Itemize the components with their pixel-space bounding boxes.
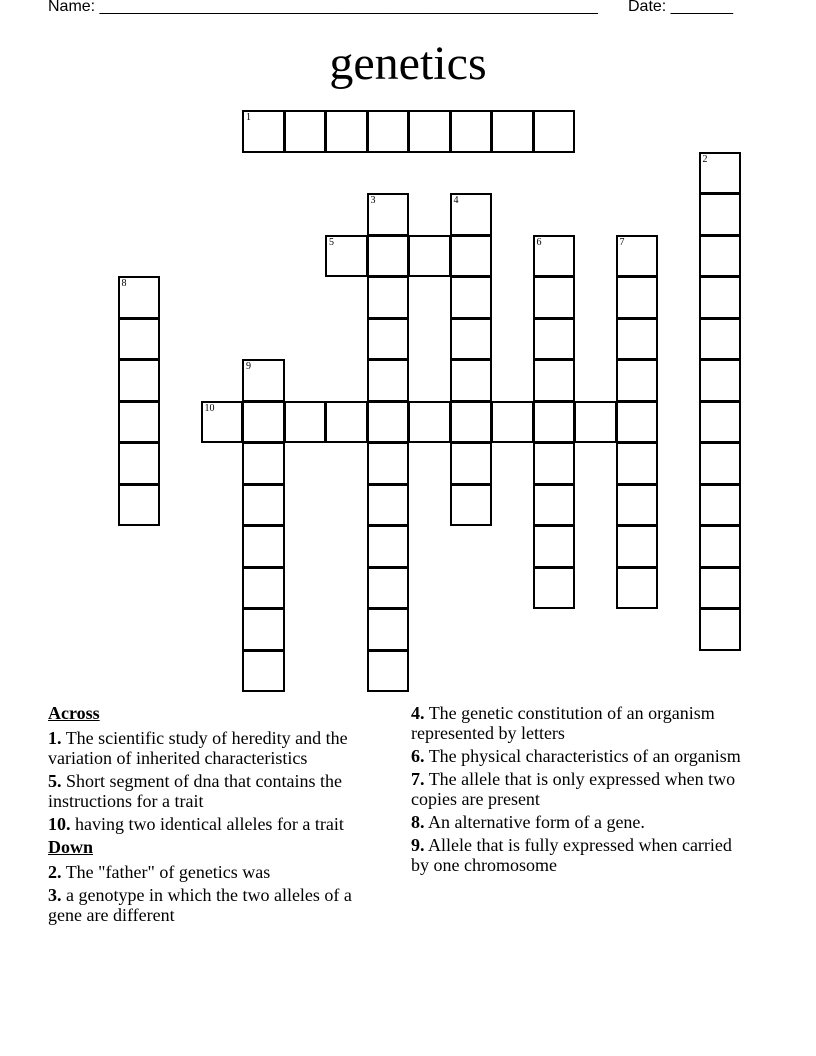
- grid-cell[interactable]: [242, 484, 285, 527]
- grid-cell[interactable]: [242, 359, 285, 402]
- clue-number: 9.: [411, 835, 425, 855]
- grid-cell[interactable]: [616, 235, 659, 278]
- grid-cell[interactable]: [367, 442, 410, 485]
- clue-number: 6.: [411, 746, 425, 766]
- grid-cell[interactable]: [699, 608, 742, 651]
- clue-text: Short segment of dna that contains the instructions for a trait: [48, 771, 342, 811]
- grid-cell[interactable]: [450, 359, 493, 402]
- across-heading: Across: [48, 703, 100, 723]
- grid-cell[interactable]: [325, 110, 368, 153]
- clue-number: 7.: [411, 769, 425, 789]
- grid-cell[interactable]: [450, 276, 493, 319]
- grid-cell[interactable]: [118, 484, 161, 527]
- grid-cell[interactable]: [367, 318, 410, 361]
- grid-cell[interactable]: [574, 401, 617, 444]
- grid-cell[interactable]: [533, 401, 576, 444]
- clue-number-label: 8: [121, 278, 127, 289]
- clue-down-7: [411, 769, 741, 809]
- grid-cell[interactable]: [491, 110, 534, 153]
- grid-cell[interactable]: [533, 567, 576, 610]
- clue-number: 5.: [48, 771, 62, 791]
- grid-cell[interactable]: [367, 401, 410, 444]
- grid-cell[interactable]: [367, 359, 410, 402]
- clue-number-label: 1: [246, 112, 251, 123]
- grid-cell[interactable]: [284, 401, 327, 444]
- clue-number-label: 5: [329, 236, 334, 248]
- grid-cell[interactable]: [699, 567, 742, 610]
- clue-text: Allele that is fully expressed when carried by one chromosome: [411, 835, 732, 875]
- grid-cell[interactable]: [533, 235, 576, 278]
- grid-cell[interactable]: [533, 359, 576, 402]
- grid-cell[interactable]: [242, 401, 285, 444]
- grid-cell[interactable]: [118, 442, 161, 485]
- clue-number-label: 3: [370, 195, 376, 206]
- grid-cell[interactable]: [118, 401, 161, 444]
- grid-cell[interactable]: [699, 318, 742, 361]
- clue-across-1: [48, 728, 388, 768]
- clue-number-label: 4: [453, 195, 459, 206]
- clue-down-6: [411, 746, 741, 766]
- grid-cell[interactable]: [699, 276, 742, 319]
- grid-cell[interactable]: [242, 567, 285, 610]
- clues-left-column: [48, 703, 388, 928]
- grid-cell[interactable]: [284, 110, 327, 153]
- grid-cell[interactable]: [367, 110, 410, 153]
- clue-down-8: [411, 812, 741, 832]
- grid-cell[interactable]: [450, 235, 493, 278]
- grid-cell[interactable]: [533, 110, 576, 153]
- clues-right-column: [411, 703, 741, 878]
- grid-cell[interactable]: [616, 359, 659, 402]
- clue-down-4: [411, 703, 741, 743]
- clue-number-label: 6: [536, 236, 542, 248]
- date-field-label: Date: _______: [628, 0, 733, 15]
- clue-text: The scientific study of heredity and the variation of inherited characteristics: [48, 728, 348, 768]
- clue-text: a genotype in which the two alleles of a gene are different: [48, 885, 352, 925]
- clue-number-label: 7: [619, 236, 625, 248]
- clue-down-2: [48, 862, 388, 882]
- grid-cell[interactable]: [242, 650, 285, 693]
- grid-cell[interactable]: [616, 401, 659, 444]
- grid-cell[interactable]: [408, 235, 451, 278]
- grid-cell[interactable]: [450, 401, 493, 444]
- grid-cell[interactable]: [367, 608, 410, 651]
- grid-cell[interactable]: [325, 401, 368, 444]
- grid-cell[interactable]: [699, 442, 742, 485]
- clue-number: 3.: [48, 885, 62, 905]
- clue-across-10: [48, 814, 388, 834]
- grid-cell[interactable]: [201, 401, 244, 444]
- grid-cell[interactable]: [118, 276, 161, 319]
- clue-down-9: [411, 835, 741, 875]
- grid-cell[interactable]: [699, 359, 742, 402]
- grid-cell[interactable]: [367, 235, 410, 278]
- clue-text: The genetic constitution of an organism represented by letters: [411, 703, 715, 743]
- clue-number-label: 10: [204, 402, 215, 414]
- grid-cell[interactable]: [367, 525, 410, 568]
- grid-cell[interactable]: [699, 193, 742, 236]
- grid-cell[interactable]: [118, 318, 161, 361]
- grid-cell[interactable]: [325, 235, 368, 278]
- grid-cell[interactable]: [533, 276, 576, 319]
- grid-cell[interactable]: [450, 484, 493, 527]
- grid-cell[interactable]: [616, 276, 659, 319]
- grid-cell[interactable]: [699, 484, 742, 527]
- grid-cell[interactable]: [242, 525, 285, 568]
- grid-cell[interactable]: [533, 318, 576, 361]
- grid-cell[interactable]: [242, 608, 285, 651]
- grid-cell[interactable]: [491, 401, 534, 444]
- grid-cell[interactable]: [367, 193, 410, 236]
- grid-cell[interactable]: [616, 442, 659, 485]
- grid-cell[interactable]: [699, 235, 742, 278]
- grid-cell[interactable]: [118, 359, 161, 402]
- grid-cell[interactable]: [616, 567, 659, 610]
- clue-text: The "father" of genetics was: [65, 862, 271, 882]
- clue-number: 1.: [48, 728, 62, 748]
- clue-number-label: 9: [246, 361, 251, 372]
- grid-cell[interactable]: [242, 110, 285, 153]
- clue-number: 2.: [48, 862, 62, 882]
- grid-cell[interactable]: [616, 525, 659, 568]
- grid-cell[interactable]: [408, 401, 451, 444]
- grid-cell[interactable]: [367, 567, 410, 610]
- grid-cell[interactable]: [699, 152, 742, 195]
- clue-number-label: 2: [702, 153, 708, 165]
- page-title: genetics: [329, 37, 487, 90]
- grid-cell[interactable]: [367, 484, 410, 527]
- clue-number: 10.: [48, 814, 71, 834]
- grid-cell[interactable]: [533, 484, 576, 527]
- grid-cell[interactable]: [450, 318, 493, 361]
- clue-text: The physical characteristics of an organism: [428, 746, 741, 766]
- grid-cell[interactable]: [450, 193, 493, 236]
- clue-down-3: [48, 885, 388, 925]
- grid-cell[interactable]: [242, 442, 285, 485]
- clue-text: The allele that is only expressed when two copies are present: [411, 769, 736, 809]
- grid-cell[interactable]: [616, 484, 659, 527]
- grid-cell[interactable]: [408, 110, 451, 153]
- down-heading: Down: [48, 837, 94, 857]
- grid-cell[interactable]: [616, 318, 659, 361]
- grid-cell[interactable]: [533, 525, 576, 568]
- clue-across-5: [48, 771, 388, 811]
- name-field-label: Name: ________________________________________________________: [48, 0, 598, 15]
- clue-text: An alternative form of a gene.: [428, 812, 645, 832]
- grid-cell[interactable]: [533, 442, 576, 485]
- clue-number: 4.: [411, 703, 425, 723]
- grid-cell[interactable]: [367, 650, 410, 693]
- grid-cell[interactable]: [699, 401, 742, 444]
- grid-cell[interactable]: [450, 442, 493, 485]
- grid-cell[interactable]: [450, 110, 493, 153]
- clue-number: 8.: [411, 812, 425, 832]
- clue-text: having two identical alleles for a trait: [75, 814, 344, 834]
- grid-cell[interactable]: [367, 276, 410, 319]
- grid-cell[interactable]: [699, 525, 742, 568]
